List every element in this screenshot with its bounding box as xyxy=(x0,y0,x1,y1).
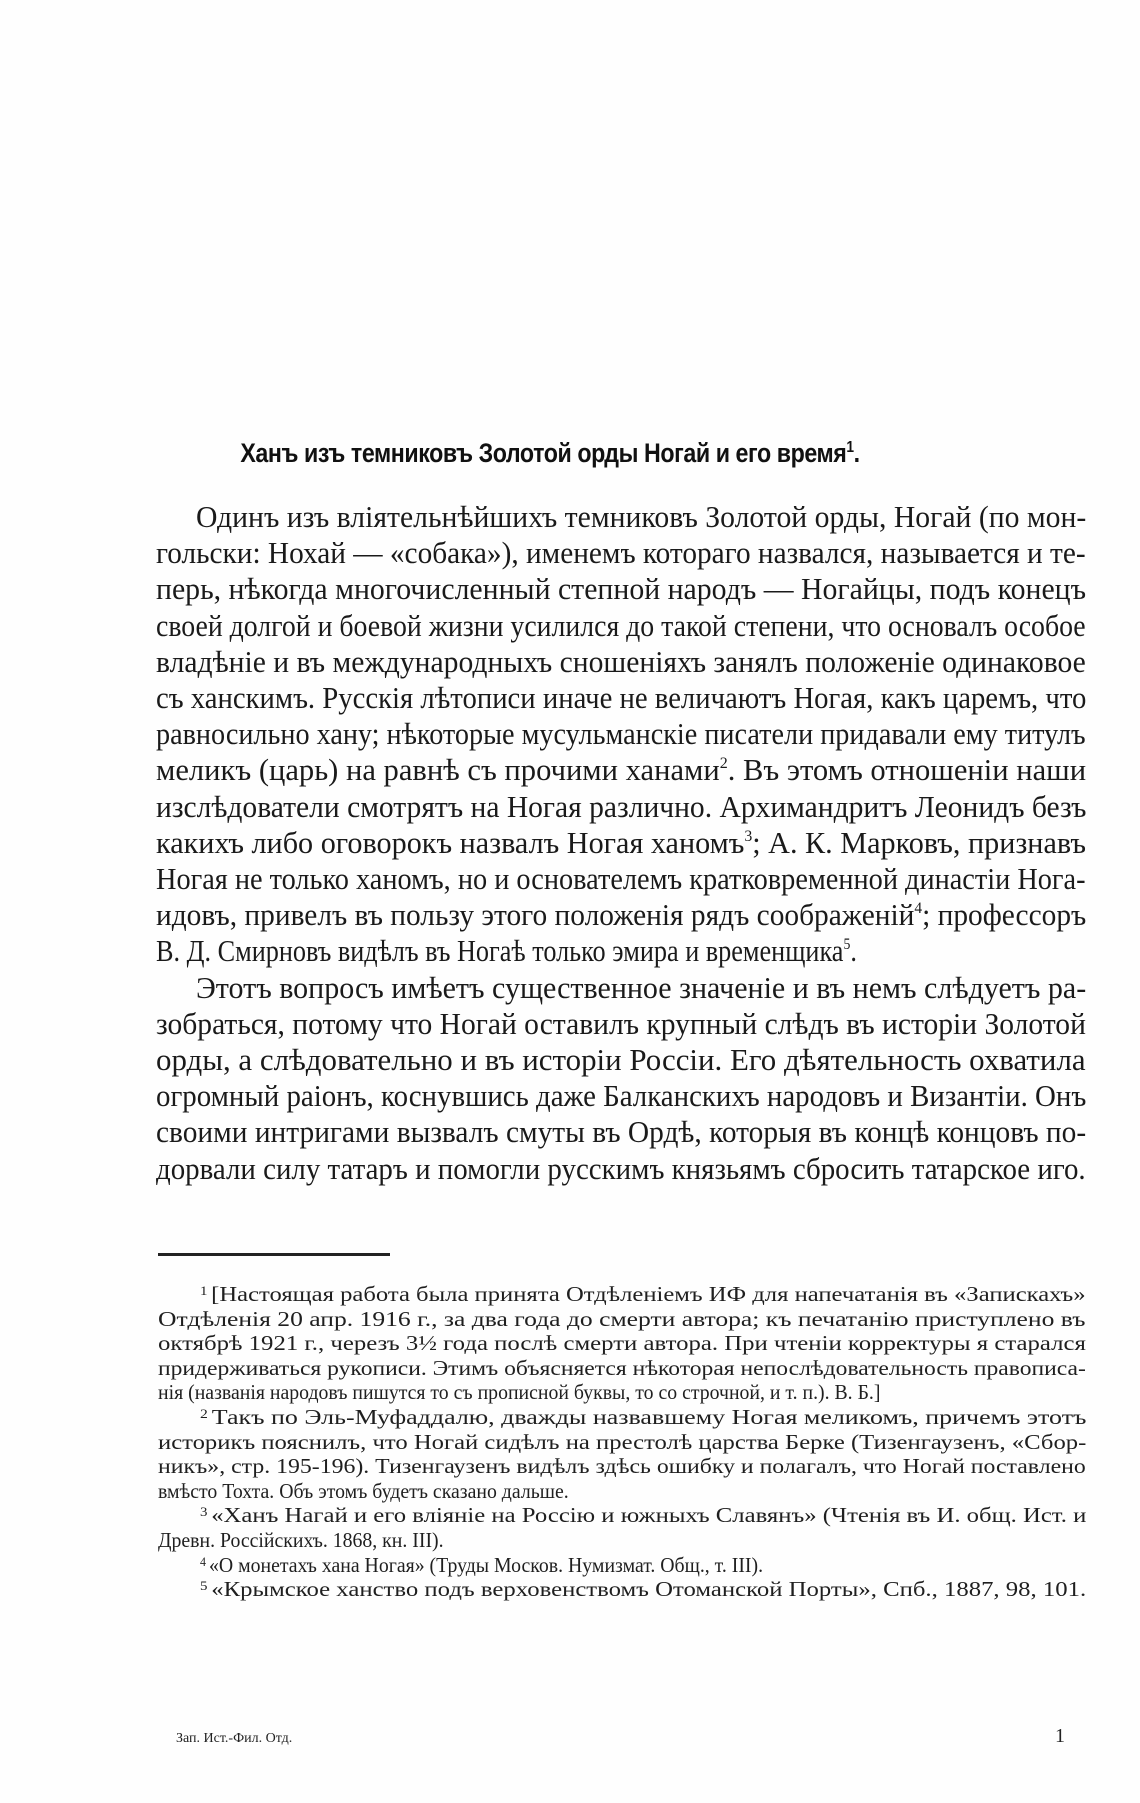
body-line: изслѣдователи смотрятъ на Ногая различно. Архимандритъ Леонидъ безъ xyxy=(156,789,1087,824)
footnote-line: никъ», стр. 195-196). Тизенгаузенъ видѣлъ здѣсь ошибку и полагалъ, что Ногай поставлено xyxy=(158,1454,1086,1479)
body-line: владѣніе и въ международныхъ сношеніяхъ занялъ положеніе одинаковое xyxy=(156,644,1086,679)
body-line: меликъ (царь) на равнѣ съ прочими ханами$^2$. Въ этомъ отношеніи наши xyxy=(156,753,1087,788)
body-line: огромный раіонъ, коснувшись даже Балканскихъ народовъ и Византіи. Онъ xyxy=(156,1079,1087,1114)
footnote-line: $^3$ «Ханъ Нагай и его вліяніе на Россію и южныхъ Славянъ» (Чтенія въ И. общ. Ист. и xyxy=(200,1503,1087,1528)
body-line: орды, а слѣдовательно и въ исторіи Россіи. Его дѣятельность охватила xyxy=(156,1043,1086,1077)
footnote-separator xyxy=(158,1253,390,1256)
body-line: идовъ, привелъ въ пользу этого положенія рядъ соображеній$^4$; профессоръ xyxy=(156,898,1087,933)
body-line: Ногая не только ханомъ, но и основателемъ кратковременной династіи Нога- xyxy=(156,862,1086,896)
footnote-line: историкъ пояснилъ, что Ногай сидѣлъ на престолѣ царства Берке (Тизенгаузенъ, «Сбор- xyxy=(158,1429,1087,1454)
body-line: гольски: Нохай — «собака»), именемъ котораго назвался, называется и те- xyxy=(156,536,1086,571)
footnote-number: 3 xyxy=(200,1504,212,1520)
body-line: своими интригами вызвалъ смуты въ Ордѣ, которыя въ концѣ концовъ по- xyxy=(156,1115,1087,1150)
footnote-line: $^1$ [Настоящая работа была принята Отдѣленіемъ ИФ для напечатанія въ «Запискахъ» xyxy=(200,1282,1086,1306)
article-title: Ханъ изъ темниковъ Золотой орды Ногай и его время$^1$. xyxy=(240,438,860,468)
footnote-number: 5 xyxy=(200,1578,212,1594)
body-line: своей долгой и боевой жизни усилился до такой степени, что основалъ особое xyxy=(156,608,1086,643)
footnote-ref-4: 4 xyxy=(914,900,923,918)
body-line: Этотъ вопросъ имѣетъ существенное значеніе и въ немъ слѣдуетъ ра- xyxy=(196,970,1087,1005)
body-line: В. Д. Смирновъ видѣлъ въ Ногаѣ только эмира и временщика$^5$. xyxy=(156,934,857,969)
footnote-ref-1: 1 xyxy=(846,439,854,456)
article-title-text: Ханъ изъ темниковъ Золотой орды Ногай и его время xyxy=(240,438,847,468)
footnote-line: $^5$ «Крымское ханство подъ верховенствомъ Отоманской Порты», Спб., 1887, 98, 101. xyxy=(200,1577,1087,1602)
footnote-ref-3: 3 xyxy=(744,827,753,845)
footnote-line: Древн. Россійскихъ. 1868, кн. III). xyxy=(158,1528,444,1552)
footnote-line: $^4$ «О монетахъ хана Ногая» (Труды Москов. Нумизмат. Общ., т. III). xyxy=(200,1552,764,1577)
body-line: дорвали силу татаръ и помогли русскимъ князьямъ сбросить татарское иго. xyxy=(156,1151,1086,1186)
footnote-line: придерживаться рукописи. Этимъ объясняется нѣкоторая непослѣдовательность правописа- xyxy=(158,1355,1086,1380)
body-line: равносильно хану; нѣкоторые мусульманскіе писатели придавали ему титулъ xyxy=(156,717,1086,752)
body-line: съ ханскимъ. Русскія лѣтописи иначе не величаютъ Ногая, какъ царемъ, что xyxy=(156,681,1087,715)
footnote-ref-2: 2 xyxy=(719,755,728,773)
body-line: какихъ либо оговорокъ назвалъ Ногая ханомъ$^3$; А. К. Марковъ, признавъ xyxy=(156,825,1086,860)
footnote-line: Отдѣленія 20 апр. 1916 г., за два года до смерти автора; къ печатанію приступлено въ xyxy=(158,1306,1086,1331)
body-line: Одинъ изъ вліятельнѣйшихъ темниковъ Золотой орды, Ногай (по мон- xyxy=(196,500,1087,534)
signature-mark: Зап. Ист.-Фил. Отд. xyxy=(176,1731,293,1746)
sheet-number: 1 xyxy=(1055,1725,1065,1747)
footnote-ref-5: 5 xyxy=(843,936,851,954)
body-line: перь, нѣкогда многочисленный степной народъ — Ногайцы, подъ конецъ xyxy=(156,572,1087,607)
footnote-line: вмѣсто Тохта. Объ этомъ будетъ сказано дальше. xyxy=(158,1478,569,1503)
footnote-line: нія (названія народовъ пишутся то съ прописной буквы, то со строчной, и т. п.). В. Б.] xyxy=(158,1380,881,1405)
footnote-number: 2 xyxy=(200,1406,212,1421)
footnote-number: 4 xyxy=(200,1553,209,1569)
body-line: зобраться, потому что Ногай оставилъ крупный слѣдъ въ исторіи Золотой xyxy=(156,1006,1086,1041)
footnote-number: 1 xyxy=(200,1283,212,1298)
footnote-line: $^2$ Такъ по Эль-Муфаддалю, дважды назвавшему Ногая меликомъ, причемъ этотъ xyxy=(200,1405,1087,1429)
footnote-line: октябрѣ 1921 г., черезъ 3½ года послѣ смерти автора. При чтеніи корректуры я старался xyxy=(158,1331,1086,1356)
